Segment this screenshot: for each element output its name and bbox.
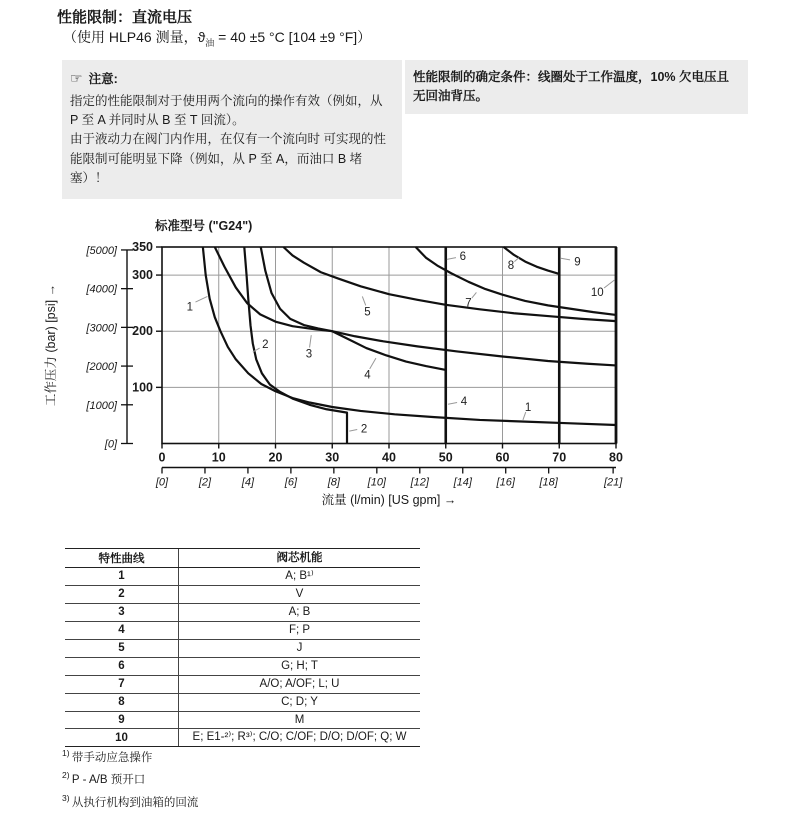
curve-5 <box>283 247 616 321</box>
table-row <box>65 568 420 586</box>
table-header-curve: 特性曲线 <box>65 549 179 567</box>
curve-label-10: 10 <box>590 286 604 299</box>
footnote-marker: 1) <box>62 748 72 758</box>
page-subtitle <box>63 27 371 49</box>
bar-tick-label: 350 <box>132 240 153 254</box>
lmin-tick-label: 20 <box>268 450 283 465</box>
curve-label-leader <box>195 296 207 302</box>
table-row <box>65 729 420 747</box>
performance-limits-chart <box>0 200 790 530</box>
chart-x-axis-label: 流量 (l/min) [US gpm] → <box>321 493 457 507</box>
table-header-function: 阀芯机能 <box>276 551 323 564</box>
chart-title: 标准型号 ("G24") <box>155 219 253 233</box>
spool-function-cell: E; E1-²⁾; R³⁾; C/O; C/OF; D/O; D/OF; Q; W <box>192 731 407 744</box>
curve-label-4: 4 <box>460 395 468 408</box>
curve-number-cell: 1 <box>65 568 179 585</box>
footnote-marker: 2) <box>62 770 72 781</box>
table-row <box>65 676 420 694</box>
subtitle-pre: （使用 HLP46 测量，ϑ <box>63 29 206 45</box>
lmin-tick-label: 0 <box>158 450 166 465</box>
curve-label-leader <box>362 296 365 305</box>
curve-label-2: 2 <box>262 339 269 352</box>
curve-number-cell: 2 <box>65 586 179 603</box>
psi-tick-label: [3000] <box>86 322 117 335</box>
curve-label-4: 4 <box>364 369 371 382</box>
curve-label-6: 6 <box>459 250 466 263</box>
psi-tick-label: [4000] <box>86 283 117 296</box>
note-line-1: 指定的性能限制对于使用两个流向的操作有效（例如，从 P 至 A 并同时从 B 至 T 回流）。 <box>70 93 383 128</box>
curve-label-2: 2 <box>360 423 368 436</box>
note-box <box>62 60 402 199</box>
gpm-tick-label: [21] <box>603 476 623 489</box>
subtitle-post: = 40 ±5 °C [104 ±9 °F]） <box>214 29 372 45</box>
gpm-tick-label: [10] <box>367 476 387 489</box>
lmin-tick-label: 60 <box>495 450 510 465</box>
bar-tick-label: 300 <box>132 268 153 283</box>
spool-function-cell: C; D; Y <box>281 695 318 708</box>
curve-4 <box>261 247 446 370</box>
curve-label-leader <box>448 403 457 405</box>
table-row <box>65 604 420 622</box>
gpm-tick-label: [8] <box>327 476 340 489</box>
lmin-tick-label: 80 <box>609 450 623 465</box>
curve-1 <box>203 247 616 425</box>
curve-label-leader <box>447 258 456 260</box>
gpm-tick-label: [6] <box>284 476 298 489</box>
curve-number-cell: 10 <box>65 729 179 746</box>
psi-tick-label: [0] <box>104 438 117 451</box>
footnotes <box>62 746 198 813</box>
gpm-tick-label: [16] <box>496 476 515 489</box>
spool-function-table <box>65 548 420 747</box>
table-row <box>65 658 420 676</box>
footnote <box>62 768 198 790</box>
curve-number-cell: 7 <box>65 676 179 693</box>
gpm-tick-label: [2] <box>198 476 212 489</box>
curve-label-leader <box>370 358 376 369</box>
curve-number-cell: 8 <box>65 694 179 711</box>
curve-label-8: 8 <box>507 259 515 272</box>
spool-function-cell: A/O; A/OF; L; U <box>259 677 340 690</box>
lmin-tick-label: 40 <box>382 450 396 465</box>
curve-number-cell: 3 <box>65 604 179 621</box>
bar-tick-label: 200 <box>132 324 153 339</box>
curve-number-cell: 4 <box>65 622 179 639</box>
table-header-row <box>65 549 420 568</box>
side-note-box: 性能限制的确定条件：线圈处于工作温度，10% 欠电压且无回油背压。 <box>405 60 748 114</box>
curve-label-9: 9 <box>574 256 581 269</box>
spool-function-cell: M <box>294 713 305 726</box>
table-body <box>65 568 420 747</box>
footnote-marker: 3) <box>62 792 72 803</box>
curve-label-1: 1 <box>186 301 194 314</box>
curve-label-leader <box>514 258 519 262</box>
pointing-hand-icon: ☞ <box>70 70 83 86</box>
spool-function-cell: A; B <box>288 605 311 618</box>
lmin-tick-label: 50 <box>438 450 453 465</box>
spool-function-cell: A; B¹⁾ <box>285 570 314 582</box>
footnote <box>62 791 198 813</box>
lmin-tick-label: 30 <box>325 450 340 465</box>
note-label: 注意: <box>88 72 118 86</box>
spool-function-cell: J <box>296 641 303 654</box>
curve-number-cell: 9 <box>65 712 179 729</box>
lmin-tick-label: 70 <box>552 450 567 465</box>
curve-label-leader <box>561 258 570 260</box>
curve-label-3: 3 <box>305 348 313 361</box>
footnote-text: P - A/B 预开口 <box>71 774 146 787</box>
curve-number-cell: 6 <box>65 658 179 675</box>
table-row <box>65 586 420 604</box>
curve-label-leader <box>472 292 477 298</box>
gpm-tick-label: [12] <box>410 476 429 489</box>
psi-tick-label: [1000] <box>86 399 117 412</box>
spool-function-cell: G; H; T <box>281 659 318 672</box>
note-header <box>70 68 392 90</box>
table-row <box>65 694 420 712</box>
curve-label-leader <box>604 280 614 288</box>
spool-function-cell: V <box>295 587 304 600</box>
table-row <box>65 622 420 640</box>
footnote-text: 带手动应急操作 <box>71 751 153 764</box>
gpm-tick-label: [4] <box>241 476 255 489</box>
gpm-tick-label: [18] <box>539 476 558 489</box>
page-title: 性能限制：直流电压 <box>57 9 193 26</box>
table-row <box>65 640 420 658</box>
footnote <box>62 746 198 768</box>
psi-tick-label: [5000] <box>86 244 117 257</box>
chart-y-axis-label: 工作压力 (bar) [psi] → <box>44 283 58 407</box>
footnote-text: 从执行机构到油箱的回流 <box>71 796 199 809</box>
spool-function-cell: F; P <box>288 623 311 636</box>
gpm-tick-label: [14] <box>453 476 472 489</box>
subtitle-subscript-oil: 油 <box>205 37 215 48</box>
curve-label-1: 1 <box>524 402 532 415</box>
curve-number-cell: 5 <box>65 640 179 657</box>
lmin-tick-label: 10 <box>211 450 226 465</box>
gpm-tick-label: [0] <box>155 476 169 489</box>
bar-tick-label: 100 <box>132 380 153 395</box>
note-line-2: 由于液动力在阀门内作用，在仅有一个流向时 可实现的性能限制可能明显下降（例如，从 P 至 A，而油口 B 堵塞）！ <box>70 132 386 186</box>
curve-label-leader <box>310 335 312 347</box>
table-row <box>65 712 420 730</box>
curve-label-7: 7 <box>465 297 472 310</box>
curve-label-leader <box>349 429 357 431</box>
psi-tick-label: [2000] <box>86 361 117 374</box>
curve-label-5: 5 <box>364 306 371 319</box>
